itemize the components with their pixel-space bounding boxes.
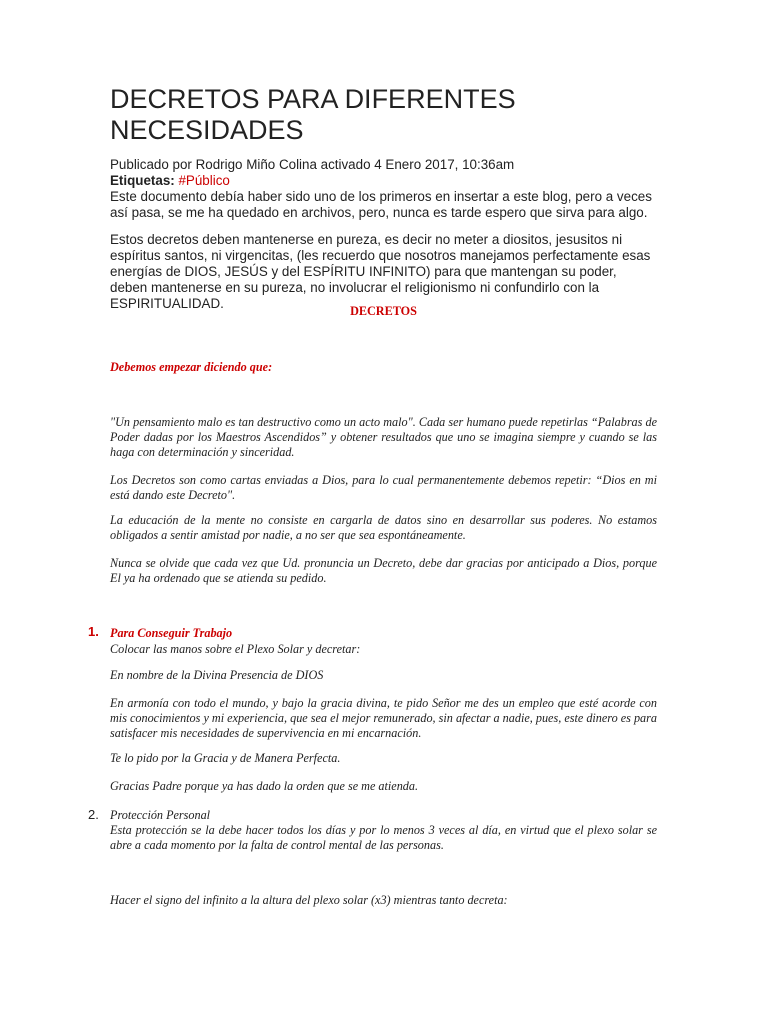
- tags-label: Etiquetas:: [110, 173, 175, 188]
- item-line: Te lo pido por la Gracia y de Manera Perfecta.: [110, 751, 341, 765]
- intro-paragraph: Este documento debía haber sido uno de los primeros en insertar a este blog, pero a veces así pasa, se me ha quedado en archivos, pero, nunca es tarde espero que sirva para algo.: [110, 189, 652, 220]
- item-line: Esta protección se la debe hacer todos los días y por lo menos 3 veces al día, en virtud que el plexo solar se abre a cada momento por la falta de control mental de las personas.: [110, 823, 657, 852]
- body-paragraph: Los Decretos son como cartas enviadas a Dios, para lo cual permanentemente debemos repetir: “Dios en mi está dando este Decreto".: [110, 473, 657, 502]
- tag-link-publico[interactable]: #Público: [178, 173, 230, 188]
- body-paragraph: Nunca se olvide que cada vez que Ud. pronuncia un Decreto, debe dar gracias por anticipado a Dios, porque El ya ha ordenado que se atienda su pedido.: [110, 556, 657, 585]
- item-line: Colocar las manos sobre el Plexo Solar y decretar:: [110, 642, 361, 656]
- intro-paragraph: Estos decretos deben mantenerse en pureza, es decir no meter a diositos, jesusitos ni espíritus santos, ni virgencitas, (les recuerdo que nosotros manejamos perfectamente esas energías de DIOS, JESÚS y del ESPÍRITU INFINITO) para que mantengan su poder, deben mantenerse en su pureza, no involucrar el religionismo ni confundirlo con la ESPIRITUALIDAD.: [110, 232, 651, 311]
- item-line: En nombre de la Divina Presencia de DIOS: [110, 668, 324, 682]
- tags-line: [110, 173, 230, 189]
- document-title: DECRETOS PARA DIFERENTES NECESIDADES: [110, 84, 516, 145]
- section-heading: DECRETOS: [350, 304, 417, 318]
- list-number: 1.: [88, 624, 99, 639]
- publish-meta: Publicado por Rodrigo Miño Colina activado 4 Enero 2017, 10:36am: [110, 157, 515, 172]
- list-number: 2.: [88, 807, 99, 822]
- item-title: Protección Personal: [110, 808, 211, 822]
- item-line: Hacer el signo del infinito a la altura del plexo solar (x3) mientras tanto decreta:: [110, 893, 508, 907]
- item-line: Gracias Padre porque ya has dado la orden que se me atienda.: [110, 779, 419, 793]
- body-paragraph: La educación de la mente no consiste en cargarla de datos sino en desarrollar sus poderes. No estamos obligados a sentir amistad por nadie, a no ser que sea espontáneamente.: [110, 513, 657, 542]
- lead-sentence: Debemos empezar diciendo que:: [110, 360, 273, 374]
- item-title: Para Conseguir Trabajo: [110, 626, 233, 640]
- item-line: En armonía con todo el mundo, y bajo la gracia divina, te pido Señor me des un empleo que esté acorde con mis conocimientos y mi experiencia, que sea el mejor remunerado, sin afectar a nadie, pues, este dinero es para satisfacer mis necesidades de supervivencia en mi encarnación.: [110, 696, 657, 740]
- body-paragraph: "Un pensamiento malo es tan destructivo como un acto malo". Cada ser humano puede repetirlas “Palabras de Poder dadas por los Maestros Ascendidos” y obtener resultados que uno se imagina siempre y cuando se las haga con determinación y sinceridad.: [110, 415, 657, 459]
